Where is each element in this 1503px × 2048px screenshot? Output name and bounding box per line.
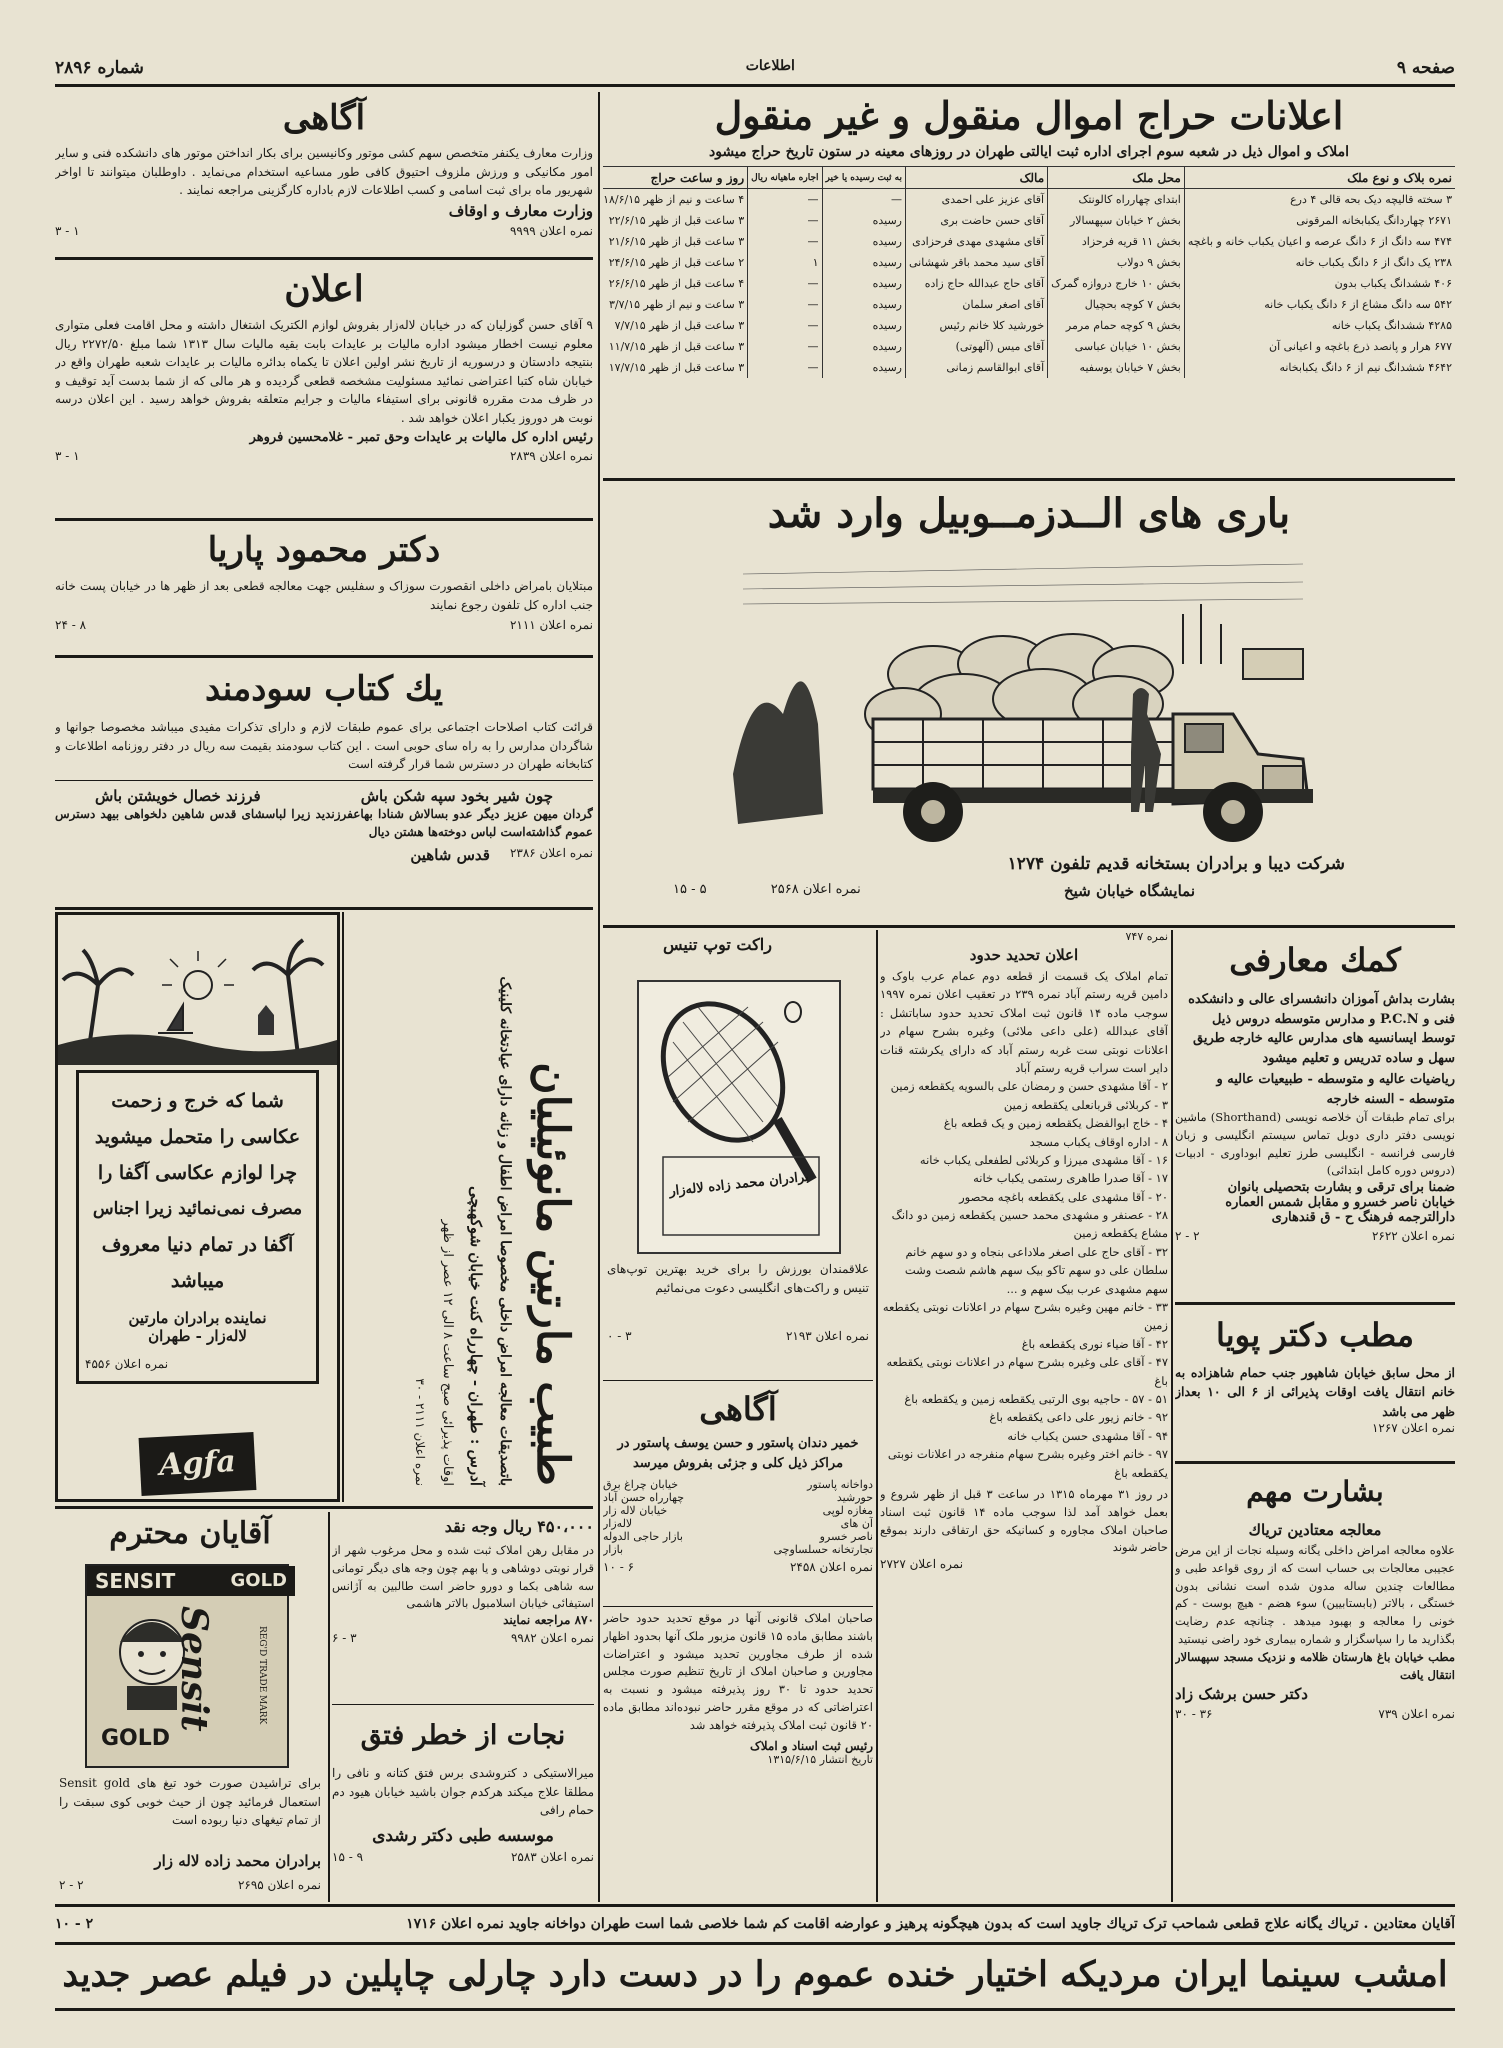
cell: ۴۷۴ سه دانگ از ۶ دانگ عرصه و اعیان یکباب خانه و باغچه (1184, 231, 1455, 252)
cell: ۶۷۷ هرار و پانصد ذرع باغچه و اعیانی آن (1184, 336, 1455, 357)
rule (55, 1942, 1455, 1945)
agfa-rep: نماینده برادران مارتین (128, 1309, 267, 1327)
list-item: ۹۲ - خانم زیور علی داعی یکقطعه باغ (989, 1410, 1168, 1425)
header-rule (55, 84, 1455, 87)
auction-header-row (603, 167, 1455, 189)
notice-elan (55, 262, 593, 517)
cell: بخش ۷ خیابان یوسفیه (1048, 357, 1185, 378)
agfa-ref: نمره اعلان ۴۵۵۶ (85, 1357, 169, 1371)
agfa-line: عکاسی را متحمل میشوید (94, 1126, 301, 1148)
rule (55, 257, 593, 260)
tree-left (733, 681, 823, 824)
shop-name: ناصر خسرو (819, 1530, 873, 1543)
table-row (603, 294, 1455, 315)
legal-notice-signature: رئیس ثبت اسناد و املاک (750, 1738, 873, 1753)
help-education-ladies: ضمنا برای ترقی و بشارت بتحصیلی بانوان (1227, 1180, 1455, 1196)
ref-count: ۲ - ۲ (59, 1878, 84, 1892)
factory (1183, 604, 1303, 679)
agfa-logo-text: Agfa (158, 1444, 237, 1483)
table-row (603, 357, 1455, 378)
important-subtitle: معالجه معتادین تریاك (1248, 1521, 1382, 1539)
ref-number: نمره اعلان ۲۶۲۲ (1371, 1229, 1455, 1244)
ref-count: ۱ - ۳ (55, 448, 80, 463)
list-item: ۲۰ - آقا مشهدی علی یکقطعه باغچه محصور (959, 1189, 1168, 1204)
list-item: ۴۷ - آقای علی وغیره بشرح سهام در اعلانات نوبتی یکقطعه باغ (886, 1355, 1168, 1388)
sensit-script: Sensit (173, 1606, 215, 1732)
ref-number: نمره اعلان ۲۱۹۳ (785, 1329, 869, 1343)
auction-title: اعلانات حراج اموال منقول و غیر منقول (714, 93, 1344, 138)
table-row (603, 210, 1455, 231)
limits-title: اعلان تحدید حدود (969, 946, 1079, 964)
column-rule (598, 92, 600, 1902)
cell: رسیده (822, 231, 905, 252)
poem-text: گردان میهن عزیز دیگر عدو بسالاش شنادا بهاعفرزندید زیرا لباسشای قدس شاهین دلخواهی بیهد دسترس عموم گذاشته‌است لباس دوخته‌ها هشتن دیال (55, 806, 593, 840)
cell: آقای ابوالقاسم زمانی (906, 357, 1048, 378)
list-item: ۱۶ - آقا مشهدی میرزا و کربلائی لطفعلی یکباب خانه (919, 1152, 1168, 1167)
list-item (603, 1504, 873, 1517)
shop-name: مغازه لوپی (822, 1504, 873, 1517)
agfa-line: آگفا در تمام دنیا معروف (101, 1234, 294, 1256)
agahi-2-ref (603, 1560, 873, 1574)
elan-ref (55, 449, 593, 463)
list-item (603, 1491, 873, 1504)
rule (603, 1606, 873, 1607)
doctor-martin-line: اوقات پذیرائی صبح ساعت ۸ الی ۱۲ عصر از ظهر (440, 1219, 455, 1486)
auction-col-registered: به ثبت رسیده یا خیر (822, 167, 905, 189)
rule (55, 1506, 593, 1509)
ref-number: نمره اعلان ۲۵۸۳ (510, 1849, 594, 1864)
cell: — (748, 210, 822, 231)
help-education-subjects: ریاضیات عالیه و متوسطه - طبیعیات عالیه و متوسطه - السنه خارجه (1216, 1072, 1455, 1107)
cell: آقای سید محمد باقر شهشانی (906, 252, 1048, 273)
list-item (603, 1530, 873, 1543)
tennis-ad (603, 930, 873, 1380)
poya-title: مطب دکتر پویا (1216, 1316, 1414, 1354)
cell: آقای میس (آلهوتی) (906, 336, 1048, 357)
cinema-banner-text: امشب سینما ایران مردیکه اختیار خنده عموم را در دست دارد چارلی چاپلین در فیلم عصر جدید (62, 1954, 1448, 1995)
tennis-racket-icon (643, 982, 839, 1248)
truck-ad-title: باری های الــدزمــوبیل وارد شد (767, 490, 1291, 537)
list-item: ۳۲ - آقای حاج علی اصغر ملاداعی بنجاه و دو سهم خانم سلطان علی دو سهم تاکو بیک سهم هاشم شصت وشت سهم مشهدی عرب بیک سهم و ... (904, 1244, 1168, 1296)
limits-notice (880, 930, 1168, 1902)
beach-illustration (58, 915, 337, 1065)
cell: ۲۶۷۱ چهاردانگ یکبابخانه المرقونی (1184, 210, 1455, 231)
rule (55, 655, 593, 658)
agahi-2-ad (603, 1384, 873, 1604)
poya-ad (1175, 1307, 1455, 1459)
shop-address: بازار (603, 1543, 624, 1556)
limits-ref-top: نمره ۷۴۷ (1125, 930, 1168, 943)
table-row (603, 273, 1455, 294)
page-header (55, 58, 1455, 86)
ref-count: ۳۶ - ۳۰ (1175, 1706, 1213, 1721)
sensit-band (87, 1566, 295, 1596)
cell: رسیده (822, 336, 905, 357)
cell: ۳ ساعت قبل از ظهر ۷/۷/۱۵ (603, 315, 748, 336)
agahi-2-shops (603, 1478, 873, 1556)
tennis-image-caption: برادران محمد زاده لاله‌زار (668, 1169, 810, 1200)
list-item (603, 1517, 873, 1530)
list-item: ۹۴ - آقا مشهدی حسن یکباب خانه (1007, 1428, 1168, 1443)
column-rule (876, 930, 878, 1902)
list-item: ۲۸ - عصنفر و مشهدی محمد حسین یکقطعه زمین دو دانگ مشاع یکقطعه زمین (891, 1208, 1168, 1241)
shop-address: چهارراه حسن آباد (603, 1491, 685, 1504)
truck-illustration (723, 554, 1323, 854)
sensit-gold-badge: GOLD (101, 1726, 171, 1751)
doctor-martin-line: باتصدیقات معالجه امراض داخلی مخصوصا امراض اطفال و زنانه دارای عیادتخانه کلینیک (497, 976, 513, 1486)
help-education-ref (1175, 1229, 1455, 1243)
list-item: ۸ - اداره اوقاف یکباب مسجد (1029, 1134, 1168, 1149)
elan-title: اعلان (284, 268, 364, 310)
danger-institute: موسسه طبی دکتر رشدی (372, 1825, 554, 1846)
list-item: ۹۷ - خانم اختر وغیره بشرح سهام منفرجه در اعلانات نوبتی یکقطعه باغ (887, 1447, 1168, 1480)
cell: ۳ ساعت قبل از ظهر ۲۱/۶/۱۵ (603, 231, 748, 252)
rule (603, 1380, 873, 1381)
cell: ۳ ساعت و نیم از ظهر ۳/۷/۱۵ (603, 294, 748, 315)
poem-right: چون شیر بخود سپه شکن باش (360, 786, 553, 805)
useful-book-title: یك كتاب سودمند (204, 669, 444, 709)
ref-count: ۸ - ۲۴ (55, 618, 87, 633)
important-body: علاوه معالجه امراض داخلی یگانه وسیله نجات از این مرض عجیبی معالجات بی حساب است که از روی قواعد طبی و مطالعات چندین ساله مدون شده است نشانی بدون خستگی ، بالاتر (بابستابیین) سوء هضم - هیچ بوست - کم خونی را معالجه و بهبود میدهد . چنانچه عدم رضایت بگذارید ما را سپاسگزار و شماره بیماری خود راضی نیستید (1175, 1543, 1455, 1647)
cell: بخش ۷ کوچه بحچیال (1048, 294, 1185, 315)
cell: ابتدای چهارراه کالونتک (1048, 189, 1185, 211)
agahi-1-ref (55, 224, 593, 238)
rule (55, 907, 593, 910)
ref-number: نمره اعلان ۲۸۳۹ (509, 448, 593, 463)
doctor-parya-ad (55, 523, 593, 653)
doctor-parya-ref (55, 618, 593, 632)
important-ref (1175, 1707, 1455, 1721)
table-row (603, 252, 1455, 273)
poem-line (55, 787, 593, 805)
legal-notice-body: صاحبان املاک قانونی آنها در موقع تحدید حدود حاضر باشند مطابق ماده ۱۵ قانون مزبور ملک آنها بحدود اظهار شده از طرف مجاورین تحدید میشود و اعتراضات مجاورین و صاحبان املاک از تاریخ تنظیم صورت مجلس تحدید حدود تا ۳۰ روز پذیرفته میشود و نسبت به اعتراضاتی که در موقع مقرر حاضر نبوده‌اند مطابق ماده ۲۰ قانون ثبت املاک پذیرفته خواهد شد (603, 1611, 873, 1732)
shop-name: تجارتخانه حسلساوچی (773, 1543, 873, 1556)
auction-col-owner: مالک (906, 167, 1048, 189)
ref-count: ۲ - ۲ (1175, 1229, 1200, 1244)
ref-count: ۹ - ۱۵ (332, 1849, 364, 1864)
poya-body: از محل سابق خیابان شاهپور جنب حمام شاهزاده به خانم انتقال یافت اوقات پذیرائی از ۶ الی ۱۰ بعداز ظهر می باشد (1175, 1365, 1455, 1419)
ref-number: نمره اعلان ۹۹۸۲ (510, 1631, 594, 1646)
agahi-1-body: وزارت معارف یکنفر متخصص سهم کشی موتور وکانیسین برای بکار انداختن موتور های دانشکده فنی و سایر امور مکانیکی و ورزش ملزوف احتیوق کافی طور مساعیه استخدام می‌نماید . داوطلبان میتوانند تا اواخر شهریور ماه برای ثبت اسامی و کسب اطلاعات لازم باداره کارگزینی مراجعه نمایند . (55, 146, 593, 198)
truck-ad (603, 484, 1455, 924)
important-title: بشارت مهم (1246, 1475, 1384, 1508)
auction-col-date: روز و ساعت حراج (603, 167, 748, 189)
cell: آقای حاج عبدالله حاج زاده (906, 273, 1048, 294)
doctor-martin-rotated (345, 912, 593, 1502)
cell: — (748, 294, 822, 315)
gentlemen-title: آقایان محترم (109, 1516, 271, 1551)
cell: — (748, 357, 822, 378)
gentlemen-seller: برادران محمد زاده لاله زار (154, 1852, 321, 1870)
gentlemen-body: برای تراشیدن صورت خود تیغ های Sensit gold استعمال فرمائید چون از حیث خوبی کوی سبقت را از تمام تیغهای دنیا ربوده است (59, 1776, 322, 1828)
cell: بخش ۱۰ خیابان عباسی (1048, 336, 1185, 357)
church-icon (258, 1005, 274, 1035)
sailboat-icon (158, 1005, 193, 1033)
gentlemen-ad (55, 1512, 325, 1902)
cash-offer-ad (332, 1512, 594, 1702)
list-item: ۵۱ - ۵۷ - حاجیه بوی الرتبی یکقطعه زمین و یکقطعه باغ (904, 1391, 1168, 1406)
auction-col-rent: اجاره ماهیانه ریال (748, 167, 822, 189)
agfa-line: شما که خرج و زحمت (111, 1090, 284, 1112)
ref-number: نمره اعلان ۲۱۱۱ (509, 618, 593, 633)
agfa-line: چرا لوازم عکاسی آگفا را (97, 1162, 298, 1184)
shop-name: حورشید (836, 1491, 873, 1504)
cell: ۳ سخته قالیچه دیک بحه قالی ۴ درع (1184, 189, 1455, 211)
danger-body: میرالاستیکی د کتروشدی برس فتق کتانه و نافی را مطلقا علاج میکند هرکدم جوان باشید خیابان هیود دم حمام رافی (332, 1766, 594, 1818)
truck-company: شرکت دیبا و برادران بستخانه قدیم تلفون ۱۲۷۴ (1007, 854, 1345, 874)
cell: — (748, 231, 822, 252)
agfa-logo (139, 1432, 257, 1496)
cell: ۲۳۸ یک دانگ از ۶ دانگ یکباب خانه (1184, 252, 1455, 273)
cell: ۳ ساعت قبل از ظهر ۱۷/۷/۱۵ (603, 357, 748, 378)
palm-right-icon (253, 940, 323, 1055)
cell: ۲ ساعت قبل از ظهر ۲۴/۶/۱۵ (603, 252, 748, 273)
column-rule (1171, 930, 1173, 1902)
doctor-parya-title: دکتر محمود پاریا (207, 530, 441, 570)
rule (55, 2008, 1455, 2011)
doctor-martin-ad (345, 912, 593, 1502)
agfa-city: لاله‌زار - طهران (148, 1327, 247, 1345)
legal-notice (603, 1610, 873, 1902)
legal-notice-date: تاریخ انتشار ۱۳۱۵/۶/۱۵ (767, 1752, 873, 1766)
important-ad (1175, 1466, 1455, 1902)
cell: ۴ ساعت قبل از ظهر ۲۶/۶/۱۵ (603, 273, 748, 294)
cell: رسیده (822, 210, 905, 231)
poem-left: فرزند خصال خویشتن باش (95, 786, 261, 805)
paper-name: اطلاعات (745, 58, 795, 74)
shop-name: آن های (840, 1517, 873, 1530)
shop-address: بازار حاجی الدوله (603, 1530, 683, 1543)
ref-number: نمره اعلان ۷۳۹ (1378, 1706, 1455, 1721)
cell: ۳ ساعت قبل از ظهر ۲۲/۶/۱۵ (603, 210, 748, 231)
cell: خورشید کلا خانم رئیس (906, 315, 1048, 336)
cell: ۴ ساعت و نیم از ظهر ۱۸/۶/۱۵ (603, 189, 748, 211)
agfa-ad (55, 912, 340, 1502)
cell: ۳ ساعت قبل از ظهر ۱۱/۷/۱۵ (603, 336, 748, 357)
rule (1175, 1461, 1455, 1464)
cell: ۴۶۴۲ ششدانگ نیم از ۶ دانگ یکبابخانه (1184, 357, 1455, 378)
cell: آقای عزیز علی احمدی (906, 189, 1048, 211)
notice-agahi-1 (55, 92, 593, 255)
cell: بخش ۲ خیابان سپهسالار (1048, 210, 1185, 231)
cell: — (748, 189, 822, 211)
sensit-gold: GOLD (230, 1570, 287, 1591)
sun-icon (184, 971, 212, 999)
truck-showroom: نمایشگاه خیابان شیخ (1063, 882, 1195, 900)
agahi-2-title: آگاهی (699, 1390, 777, 1428)
elan-body: ۹ آقای حسن گوزلیان که در خیابان لاله‌زار بفروش لوازم الکتریک اشتغال داشته و محل اقامت فعلی متواری معلوم نیست اخطار میشود اداره مالیات بر عایدات بابت بقیه مالیات سال ۱۳۱۳ شما مبلغ ۲۲۷۲/۵۰ ریال بنتیجه دادستان و درسوریه از تاریخ نشر اولین اعلان تا یکماه بدائره مالیات بر عایدات شعبه طهران واقع در خیابان شاه کتبا اعتراضی نمائید مسئولیت مشخصه قطعی گردیده و هر مالی که از شما بدست آید توقیف و در ظرف مدت مقرره قانونی برای استیفاء مالیات و جرایم متعلقه بفروش خواهد رسید . این اعلان درسه نوبت هر دوروز یکبار اعلان خواهد شد . (55, 318, 593, 425)
agfa-line: میباشد (170, 1270, 225, 1292)
auction-col-block: نمره بلاک و نوع ملک (1184, 167, 1455, 189)
opium-banner (55, 1908, 1455, 1940)
cell: ۱ (748, 252, 822, 273)
table-row (603, 336, 1455, 357)
danger-ref (332, 1850, 594, 1864)
ref-number: نمره اعلان ۲۶۹۵ (237, 1878, 321, 1892)
useful-book-ad (55, 660, 593, 905)
ref-number: نمره اعلان ۲۴۵۸ (789, 1560, 873, 1574)
rule (332, 1704, 594, 1705)
ref-count: ۶ - ۱۰ (603, 1560, 635, 1574)
cash-offer-title: ۴۵۰،۰۰۰ ریال وجه نقد (444, 1517, 594, 1536)
ref-count: ۱ - ۳ (55, 223, 80, 238)
shop-name: دواخانه پاستور (807, 1478, 873, 1491)
useful-book-body: قرائت کتاب اصلاحات اجتماعی برای عموم طبقات لازم و دارای تذکرات مفیدی میباشد مخصوصا جوانها و شاگردان مدارس را به راه سای حوبی است . این کتاب سودمند بقیمت سه ریال در دفتر روزنامه اطلاعات و کتابخانه طهران در دسترس شما قرار گرفته است (55, 720, 593, 772)
agfa-line: مصرف نمی‌نمائید زیرا اجناس (92, 1199, 303, 1219)
cell: رسیده (822, 294, 905, 315)
table-row (603, 189, 1455, 211)
sky-lines (743, 564, 1303, 604)
opium-banner-count: ۲ - ۱۰ (55, 1916, 94, 1932)
doctor-parya-body: مبتلایان بامراض داخلی انقصورت سوزاک و سفلیس جهت معالجه قطعی بعد از ظهر ها در خیابان پست خانه جنب اداره کل تلفون رجوع نمایند (55, 579, 593, 612)
agahi-1-signature: وزارت معارف و اوقاف (448, 201, 593, 220)
help-education-more: برای تمام طبقات آن خلاصه نویسی (Shorthand) ماشین نویسی دفتر داری دوبل تماس سیستم انگلیسی و زبان فارسی فرانسه - انگلیسی طرز تعلیم ابوداوری - ادبیات (دروس دوره کامل ابتدائی) (1175, 1110, 1455, 1178)
rule (603, 478, 1455, 481)
ref-number: نمره اعلان ۲۵۶۸ (770, 882, 861, 897)
tennis-image (637, 980, 841, 1254)
gentlemen-ref (59, 1878, 321, 1892)
cell: بخش ۱۰ خارج دروازه گمرک (1048, 273, 1185, 294)
cash-offer-fee: ۸۷۰ مراجعه نمایند (503, 1613, 594, 1628)
ref-number: نمره اعلان ۲۳۸۶ (509, 845, 593, 860)
agahi-1-title: آگاهی (282, 98, 366, 138)
agahi-2-intro: خمیر دندان پاستور و حسن یوسف پاستور در مراکز ذیل کلی و جزئی بفروش میرسد (617, 1436, 859, 1471)
cell: رسیده (822, 252, 905, 273)
list-item: ۳ - کربلائی قربانعلی یکقطعه زمین (1003, 1097, 1168, 1112)
help-education-title: کمك معارفی (1229, 941, 1401, 979)
limits-body: تمام املاک یک قسمت از قطعه دوم عمام عرب باوک و دامین قریه رستم آباد نمره ۲۳۹ در تعقیب اعلان نمره ۱۹۹۷ سوجب ماده ۱۴ قانون ثبت املاک تحدید حدود ساباتشل : آقای عبدالله (علی داعی ملائی) وغیره بشرح سهام در اعلانات نوبتی ست غربه رستم آباد که دارای یکرشته قنات دایر است سراب قریه رستم آباد (880, 969, 1168, 1075)
cell: بخش ۱۱ قریه فرحزاد (1048, 231, 1185, 252)
rule (603, 925, 1455, 928)
truck-bed (873, 719, 1173, 789)
shop-address: خیابان چراغ برق (603, 1478, 679, 1491)
cell: — (748, 336, 822, 357)
limits-items (880, 1077, 1168, 1482)
doctor-martin-line: آدرس : طهران - چهارراه کنت خیابان شوکهبچی (467, 1186, 485, 1486)
list-item (603, 1478, 873, 1491)
cell: ۵۴۲ سه دانگ مشاع از ۶ دانگ یکباب خانه (1184, 294, 1455, 315)
elan-signature: رئیس اداره کل مالیات بر عایدات وحق تمبر - غلامحسین فروهر (249, 429, 593, 445)
danger-title: نجات از خطر فتق (360, 1720, 566, 1751)
doctor-martin-title: طبیب مارتین مانوئیلیان (527, 1062, 578, 1486)
cash-offer-ref (332, 1631, 594, 1645)
help-education-address: خیابان ناصر خسرو و مقابل شمس العماره (1225, 1195, 1455, 1211)
auction-notice (603, 92, 1455, 472)
auction-col-location: محل ملک (1048, 167, 1185, 189)
truck-ref (673, 882, 861, 897)
important-address: مطب خیابان باغ هارستان ظلامه و نزدیک مسجد سپهسالار انتقال یافت (1175, 1649, 1455, 1682)
list-item: ۱۷ - آقا صدرا طاهری رستمی یکباب خانه (973, 1171, 1168, 1186)
help-education-institute: دارالترجمه فرهنگ ح - ق قندهاری (1271, 1210, 1455, 1226)
cell: آقای اصغر سلمان (906, 294, 1048, 315)
tennis-body: علاقمندان بورزش را برای خرید بهترین توپ‌های تنیس و راکت‌های انگلیسی دعوت می‌نمائیم (607, 1262, 869, 1295)
agfa-copy (76, 1070, 319, 1384)
issue-label: شماره ۲۸۹۶ (55, 58, 144, 78)
useful-book-ref (55, 846, 593, 864)
doctor-martin-line: نمره اعلان ۲۱۱۱ - ۳۰ (413, 1378, 427, 1486)
list-item (603, 1543, 873, 1556)
cell: ۴۰۶ ششدانگ یکباب بدون (1184, 273, 1455, 294)
cell: آقای مشهدی مهدی فرحزادی (906, 231, 1048, 252)
cell: — (748, 315, 822, 336)
shop-address: خیابان لاله زار (603, 1504, 668, 1517)
cinema-banner (55, 1946, 1455, 2006)
cell: بخش ۹ کوچه حمام مرمر (1048, 315, 1185, 336)
cash-offer-body: در مقابل رهن املاک ثبت شده و محل مرغوب شهر از قرار نوبتی دوشاهی و یا بهم چون وجه های دیگر تومانی سه شاهی بکما و دورو حاضر است طالبین به آژانس استیفائی خیابان اسلامبول بالاتر هاشمی (332, 1543, 594, 1611)
help-education-body: بشارت بداش آموزان دانشسرای عالی و دانشکده فنی و P.C.N و مدارس متوسطه دروس ذیل توسط ایسانسیه های مدارس عالیه خارجه طریق سهل و ساده تدریس و تعلیم میشود (1188, 992, 1455, 1066)
important-doctor: دکتر حسن برشک زاد (1175, 1684, 1308, 1703)
cell: رسیده (822, 315, 905, 336)
help-education-ad (1175, 930, 1455, 1300)
rule (55, 780, 593, 781)
opium-banner-text: آقایان معتادین . تریاك یگانه علاج قطعی شماحب ترک تریاك جاوید است که بدون هیچگونه پرهیز و عوارضه اقامت کم شما خلاصی شما است طهران دواخانه جاوید نمره اعلان ۱۷۱۶ (406, 1916, 1455, 1932)
cell: ۴۲۸۵ ششدانگ یکباب خانه (1184, 315, 1455, 336)
ref-count: ۳ - ۶ (332, 1631, 357, 1646)
shop-address: لاله‌زار (603, 1517, 633, 1530)
auction-table (603, 166, 1455, 378)
cell: رسیده (822, 273, 905, 294)
danger-ad (332, 1708, 594, 1902)
list-item: ۴ - خاج ابوالفضل یکقطعه زمین و یک قطعه باغ (943, 1116, 1168, 1131)
table-row (603, 315, 1455, 336)
rule (55, 518, 593, 521)
tennis-ref (607, 1329, 869, 1343)
rule (342, 912, 344, 1502)
sensit-trademark: REG'D TRADE MARK (257, 1626, 267, 1725)
cell: رسیده (822, 357, 905, 378)
ref-brand: قدس شاهین (410, 845, 490, 864)
cell: — (822, 189, 905, 211)
poya-ref: نمره اعلان ۱۲۶۷ (1371, 1421, 1455, 1436)
auction-intro: املاک و اموال ذیل در شعبه سوم اجرای اداره ثبت ایالتی طهران در روزهای معینه در ستون تاریخ حراج میشود (708, 144, 1350, 160)
ref-count: ۵ - ۱۵ (673, 882, 707, 897)
cell: — (748, 273, 822, 294)
page-label: صفحه ۹ (1396, 58, 1455, 78)
rule (55, 1904, 1455, 1907)
cell: بخش ۹ دولاب (1048, 252, 1185, 273)
rule (1175, 1302, 1455, 1305)
sensit-brand: SENSIT (95, 1569, 176, 1593)
ref-count: ۳ - ۰ (607, 1329, 632, 1343)
ref-number: نمره اعلان ۹۹۹۹ (509, 223, 593, 238)
sensit-pack (85, 1564, 289, 1768)
tennis-title: راکت توپ تنیس (663, 935, 772, 954)
list-item: ۲ - آقا مشهدی حسن و رمضان علی بالسویه یکقطعه زمین (890, 1079, 1168, 1094)
list-item: ۴۲ - آقا ضیاء نوری یکقطعه باغ (1021, 1336, 1168, 1351)
table-row (603, 231, 1455, 252)
limits-ref: نمره اعلان ۲۷۲۷ (880, 1557, 964, 1572)
column-rule (328, 1512, 330, 1902)
limits-footer: در روز ۳۱ مهرماه ۱۳۱۵ در ساعت ۳ قبل از ظهر شروع و بعمل خواهد آمد لذا سوجب ماده ۱۴ قانون ثبت اسناد صاحبان املاک مجاوره و کسانیکه حق ارتفاقی دارند بموقع حاضر شوند (880, 1486, 1168, 1555)
cell: آقای حسن حاضت بری (906, 210, 1048, 231)
list-item: ۳۳ - خانم مهین وغیره بشرح سهام در اعلانات نوبتی یکقطعه زمین (882, 1300, 1168, 1333)
